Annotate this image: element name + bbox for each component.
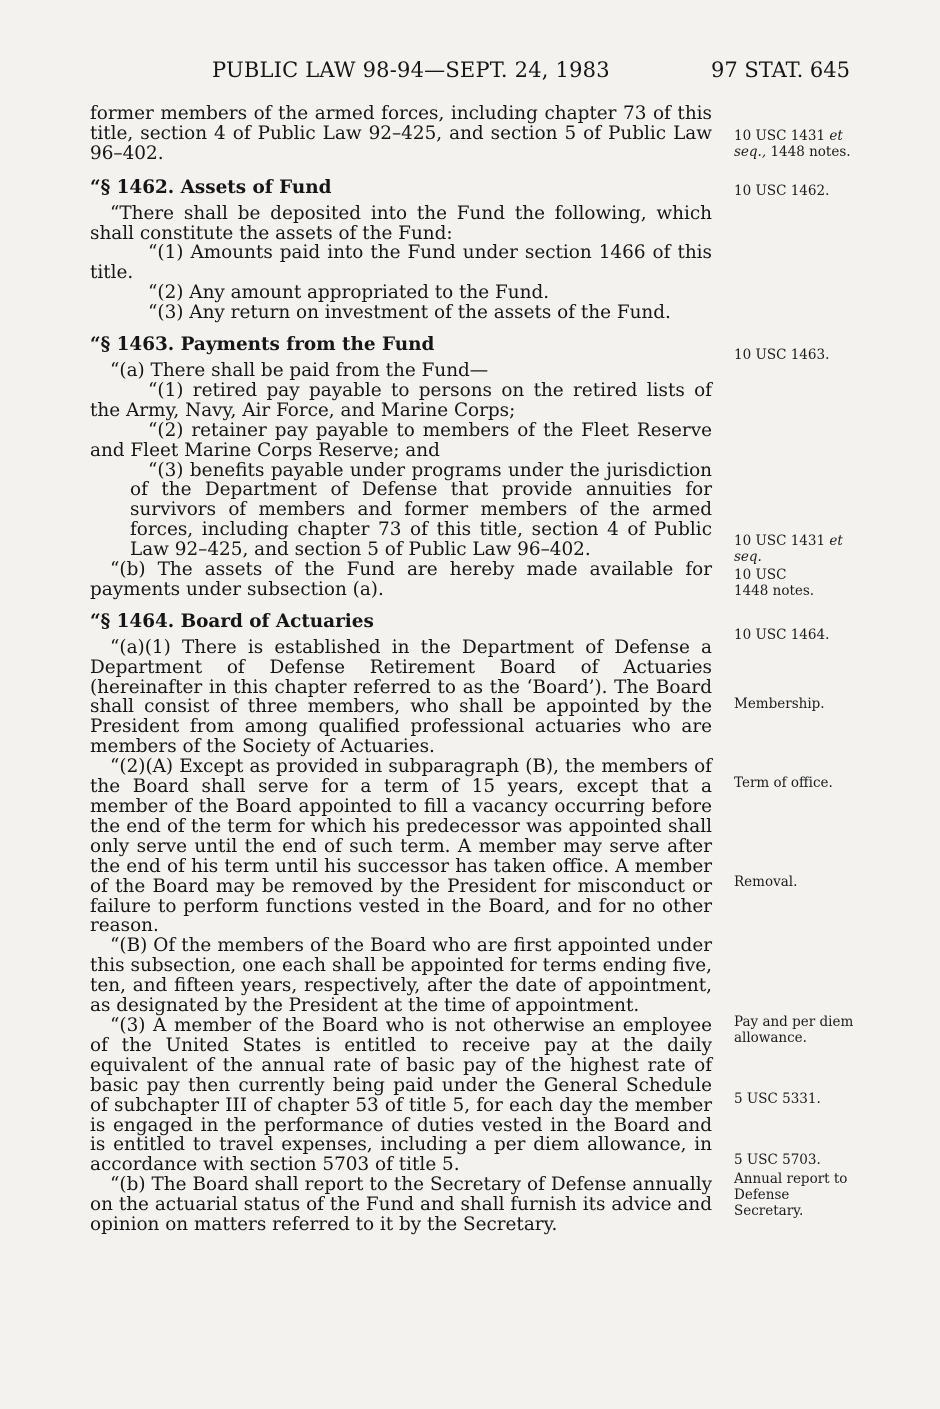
paragraph-1463-a: “(a) There shall be paid from the Fund— bbox=[110, 359, 489, 381]
paragraph-1462-3: “(3) Any return on investment of the assets of the Fund. bbox=[148, 302, 671, 324]
section-heading-1462: “§ 1462. Assets of Fund bbox=[90, 176, 332, 198]
paragraph-1463-a1: “(1) retired pay payable to persons on the retired lists of the Army, Navy, Air Force, and Marine Corps; bbox=[90, 379, 712, 421]
paragraph-1464-b: “(b) The Board shall report to the Secretary of Defense annually on the actuarial status of the Fund and shall furnish its advice and opinion on matters referred to it by the Secretary. bbox=[90, 1174, 712, 1236]
paragraph-1462-1: “(1) Amounts paid into the Fund under section 1466 of this title. bbox=[90, 242, 712, 284]
paragraph-intro-continuation: former members of the armed forces, including chapter 73 of this title, section 4 of Public Law 92–425, and section 5 of Public Law 96–402. bbox=[90, 103, 712, 164]
header-title: PUBLIC LAW 98-94—SEPT. 24, 1983 bbox=[212, 58, 610, 82]
paragraph-1464-a2B: “(B) Of the members of the Board who are first appointed under this subsection, one each shall be appointed for terms ending five, ten, and fifteen years, respectively, after the date of appointment, as designated by the President at the time of appointment. bbox=[90, 935, 712, 1017]
paragraph-1463-a2: “(2) retainer pay payable to members of the Fleet Reserve and Fleet Marine Corps Reserve; and bbox=[90, 419, 712, 461]
section-heading-1464: “§ 1464. Board of Actuaries bbox=[90, 610, 374, 632]
statute-body bbox=[90, 104, 712, 1235]
margin-note-usc-1463: 10 USC 1463. bbox=[734, 347, 830, 363]
margin-note-removal: Removal. bbox=[734, 874, 798, 890]
paragraph-1462-2: “(2) Any amount appropriated to the Fund. bbox=[148, 282, 550, 304]
paragraph-1462-lead: “There shall be deposited into the Fund the following, which shall constitute the assets of the Fund: bbox=[90, 202, 712, 244]
margin-note-usc-1462: 10 USC 1462. bbox=[734, 183, 830, 199]
margin-note-italic: et seq., bbox=[734, 128, 843, 160]
margin-note-usc-1448-notes: 10 USC 1448 notes. bbox=[734, 567, 815, 599]
margin-note-usc-5703: 5 USC 5703. bbox=[734, 1152, 821, 1168]
margin-note-pay-per-diem: Pay and per diem allowance. bbox=[734, 1014, 854, 1046]
margin-note-italic: et seq. bbox=[734, 533, 843, 565]
margin-note-text: 10 USC 1431 bbox=[734, 533, 826, 549]
margin-note-term-of-office: Term of office. bbox=[734, 775, 833, 791]
margin-note-usc-1431-1448 bbox=[734, 128, 864, 160]
margin-note-usc-1431-seq bbox=[734, 533, 864, 565]
margin-note-usc-1464: 10 USC 1464. bbox=[734, 627, 830, 643]
margin-note-annual-report: Annual report to Defense Secretary. bbox=[734, 1171, 848, 1219]
paragraph-1463-a3: “(3) benefits payable under programs under the jurisdiction of the Department of Defense that provide annuities for survivors of members and former members of the armed forces, including chapter 73 of this title, section 4 of Public Law 92–425, and section 5 of Public Law 96–402. bbox=[130, 459, 712, 561]
page-header bbox=[90, 58, 850, 90]
paragraph-1464-a3: “(3) A member of the Board who is not otherwise an employee of the United States is entitled to receive pay at the daily equivalent of the annual rate of basic pay of the highest rate of basic pay then currently being paid under the General Schedule of subchapter III of chapter 53 of title 5, for each day the member is engaged in the performance of duties vested in the Board and is entitled to travel expenses, including a per diem allowance, in accordance with section 5703 of title 5. bbox=[90, 1014, 712, 1176]
section-heading-1463: “§ 1463. Payments from the Fund bbox=[90, 334, 435, 356]
margin-note-text: 10 USC 1431 bbox=[734, 128, 826, 144]
margin-note-membership: Membership. bbox=[734, 696, 825, 712]
paragraph-1464-a1: “(a)(1) There is established in the Department of Defense a Department of Defense Retirement Board of Actuaries (hereinafter in this chapter referred to as the ‘Board’). The Board shall consist of three members, who shall be appointed by the President from among qualified professional actuaries who are members of the Society of Actuaries. bbox=[90, 636, 712, 758]
paragraph-1464-a2A: “(2)(A) Except as provided in subparagraph (B), the members of the Board shall serve for a term of 15 years, except that a member of the Board appointed to fill a vacancy occurring before the end of the term for which his predecessor was appointed shall only serve until the end of such term. A member may serve after the end of his term until his successor has taken office. A member of the Board may be removed by the President for misconduct or failure to perform functions vested in the Board, and for no other reason. bbox=[90, 756, 712, 937]
paragraph-1463-b: “(b) The assets of the Fund are hereby made available for payments under subsection (a). bbox=[90, 559, 712, 600]
margin-note-text: 1448 notes. bbox=[766, 144, 851, 160]
margin-note-usc-5331: 5 USC 5331. bbox=[734, 1091, 821, 1107]
header-stat-page: 97 STAT. 645 bbox=[710, 58, 850, 82]
